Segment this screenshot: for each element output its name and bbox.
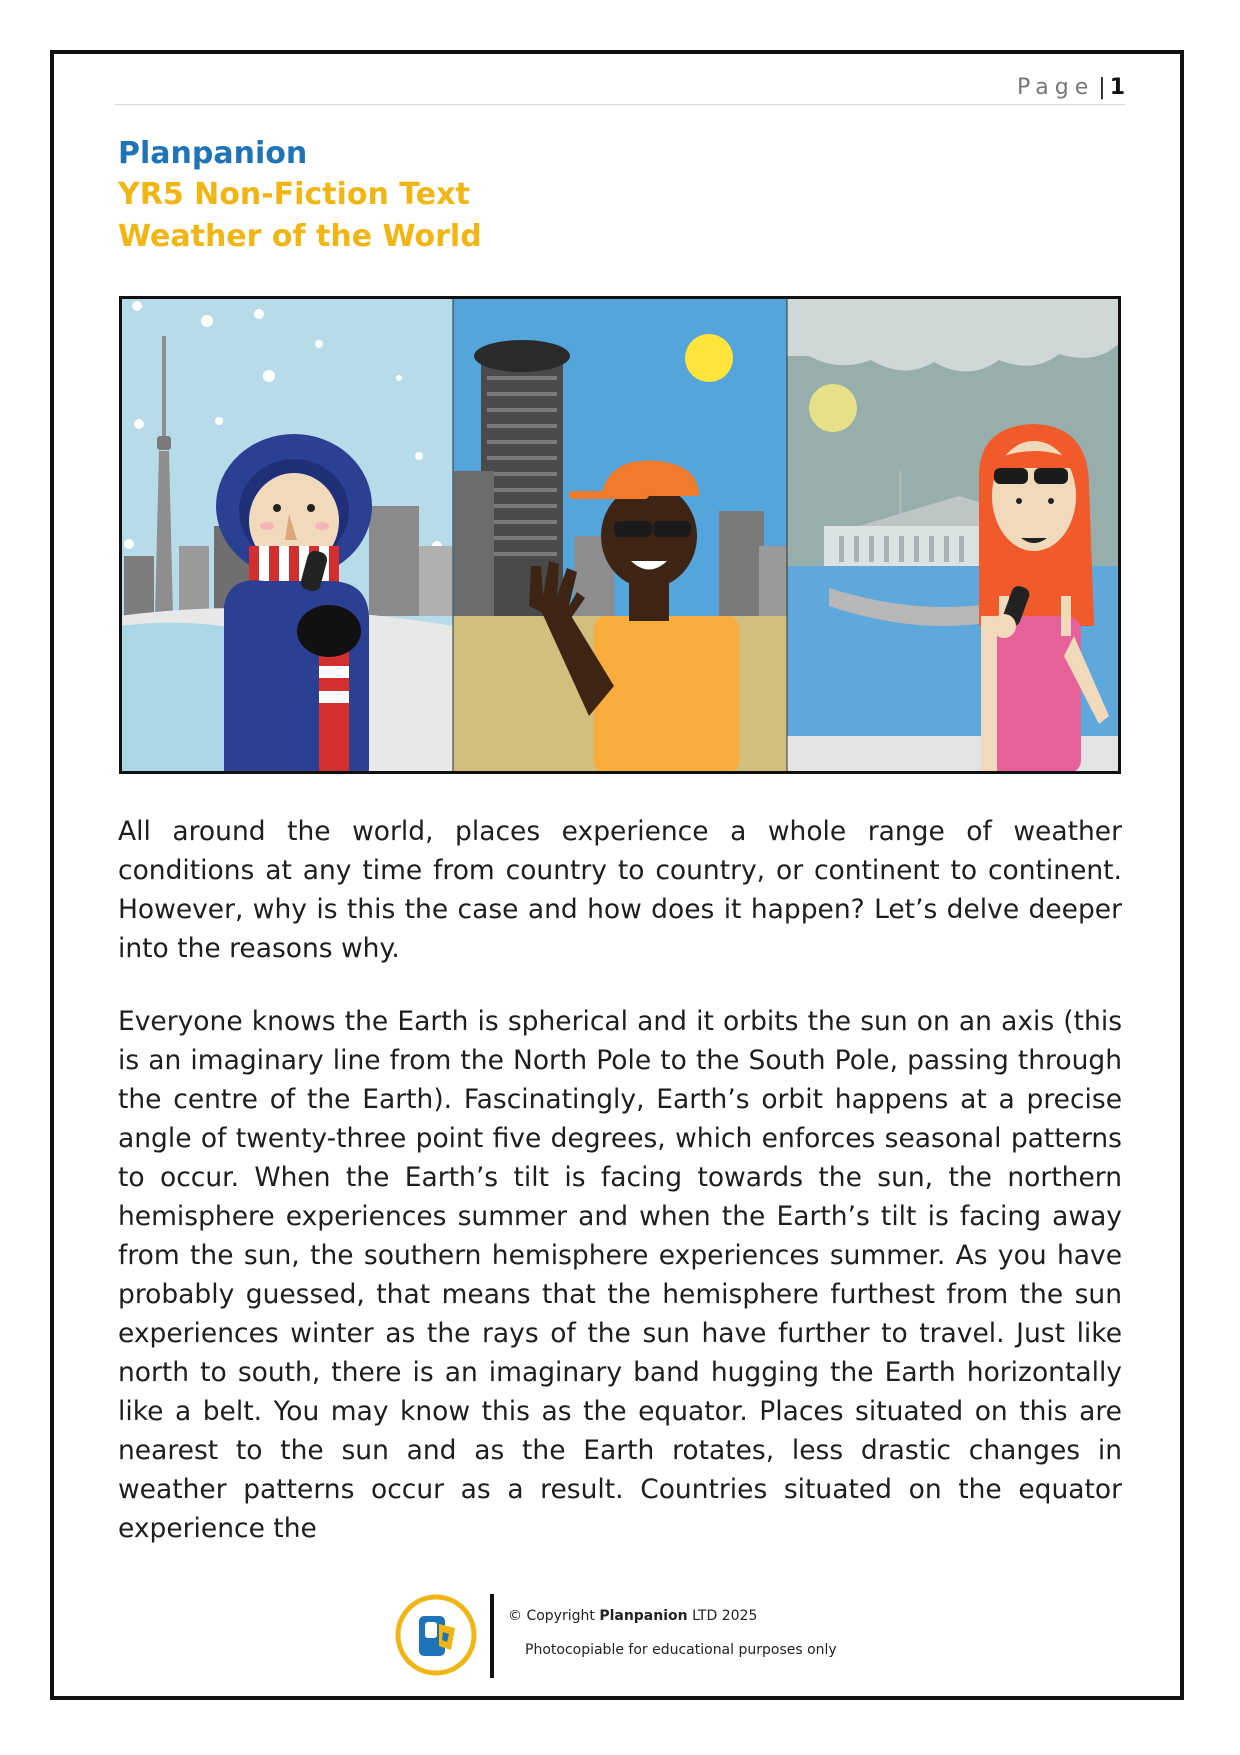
- topic-subtitle: Weather of the World: [118, 219, 482, 254]
- copyright-suffix: LTD 2025: [692, 1608, 758, 1624]
- header-rule: [115, 104, 1125, 105]
- page-separator: |: [1098, 75, 1106, 100]
- page-label: Page: [1017, 75, 1095, 100]
- copyright-brand: Planpanion: [599, 1608, 688, 1624]
- body-paragraph-2: Everyone knows the Earth is spherical and it orbits the sun on an axis (this is an imaginary line from the North Pole to the South Pole, passing through the centre of the Earth). Fascinatingly, Earth’s orbit happens at a precise angle of twenty-three point five degrees, which enforces seasonal patterns to occur. When the Earth’s tilt is facing towards the sun, the northern hemisphere experiences summer and when the Earth’s tilt is facing away from the sun, the southern hemisphere experiences summer. As you have probably guessed, that means that the hemisphere furthest from the sun experiences winter as the rays of the sun have further to travel. Just like north to south, there is an imaginary band hugging the Earth horizontally like a belt. You may know this as the equator. Places situated on this are nearest to the sun and as the Earth rotates, less drastic changes in weather patterns occur as a result. Countries situated on the equator experience the: [118, 1006, 1122, 1544]
- cloudy-parliament-panel: [787, 296, 1121, 774]
- brand-title: Planpanion: [118, 136, 308, 171]
- sunny-city-panel: [453, 296, 787, 774]
- photocopy-note: Photocopiable for educational purposes only: [525, 1642, 837, 1658]
- year-subtitle: YR5 Non-Fiction Text: [118, 177, 470, 212]
- footer-divider: [490, 1594, 494, 1678]
- copyright-prefix: © Copyright: [508, 1608, 595, 1624]
- footer: [395, 1594, 855, 1684]
- body-paragraph-1: All around the world, places experience a whole range of weather conditions at any time from country to country, or continent to continent. However, why is this the case and how does it happen? Let’s delve deeper into the reasons why.: [118, 816, 1122, 964]
- page-number-header: [1017, 75, 1125, 100]
- copyright-line: [508, 1608, 757, 1624]
- planpanion-logo-icon: [395, 1594, 477, 1676]
- weather-illustration: [119, 296, 1121, 774]
- page-number: 1: [1109, 75, 1125, 100]
- snowy-city-panel: [119, 296, 453, 774]
